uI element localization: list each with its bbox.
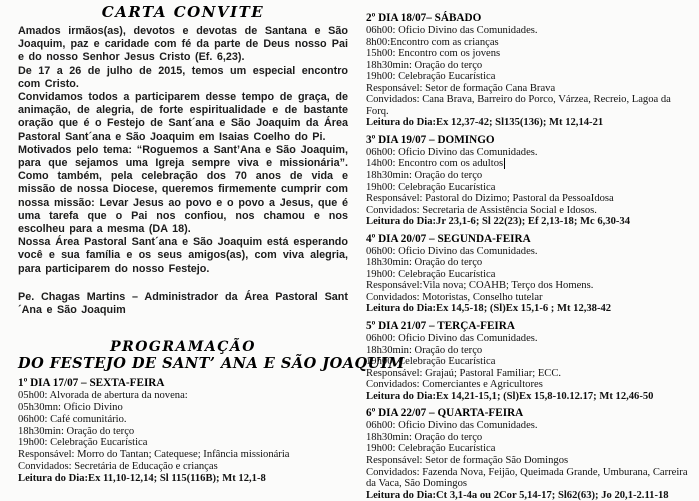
schedule-line-readings: Leitura do Dia:Ex 12,37-42; Sl135(136); Mt 12,14-21 — [366, 117, 604, 129]
signature-line: Pe. Chagas Martins – Administrador da Área Pastoral Sant´Ana e São Joaquim — [18, 290, 348, 317]
schedule-line: 06h00: Oficio Divino das Comunidades. — [366, 245, 538, 257]
schedule-line: 05h30mn: Oficio Divino — [18, 402, 123, 414]
letter-paragraph: Convidamos todos a participarem desse tempo de graça, de animação, de alegria, de forte espiritualidade e de bastante oração que é o Festejo de Sant´ana e São Joaquim da Área Pastoral Sant´ana e São Joaquim em Isaias Coelho do Pi. — [18, 91, 348, 143]
day-header: 3º DIA 19/07 – DOMINGO — [366, 133, 495, 146]
letter-paragraph: Amados irmãos(as), devotos e devotas de Santana e São Joaquim, paz e caridade com fé da parte de Deus nosso Pai e do nosso Senhor Jesus Cristo (Ef. 6,23). — [18, 25, 348, 64]
schedule-line: Responsável: Setor de formação São Domingos — [366, 454, 569, 466]
day-header: 5º DIA 21/07 – TERÇA-FEIRA — [366, 320, 515, 333]
day-block-1 — [18, 377, 348, 484]
day-header: 1º DIA 17/07 – SEXTA-FEIRA — [18, 377, 165, 390]
schedule-line: 18h30min: Oração do terço — [366, 257, 483, 269]
day-header: 6º DIA 22/07 – QUARTA-FEIRA — [366, 407, 524, 420]
day-block-5 — [366, 320, 693, 402]
schedule-line: 19h00: Celebração Eucarística — [366, 181, 496, 193]
schedule-line: Convidados: Motoristas, Conselho tutelar — [366, 291, 543, 303]
schedule-line-readings: Leitura do Dia:Ex 11,10-12,14; Sl 115(116B); Mt 12,1-8 — [18, 472, 266, 484]
schedule-line: 06h00: Oficio Divino das Comunidades. — [366, 420, 538, 432]
schedule-line: 14h00: Encontro com os adultos — [366, 158, 504, 170]
letter-body — [18, 25, 348, 317]
letter-paragraph: Nossa Área Pastoral Sant´ana e São Joaquim está esperando você e sua família e os seus amigos(as), com viva alegria, para participarem do nosso Festejo. — [18, 236, 348, 275]
schedule-line-readings: Leitura do Dia:Jr 23,1-6; Sl 22(23); Ef 2,13-18; Mc 6,30-34 — [366, 216, 631, 228]
schedule-line: 18h30min: Oração do terço — [366, 431, 483, 443]
letter-paragraph: Motivados pelo tema: “Roguemos a Sant’Ana e São Joaquim, para que sejamos uma Igreja sempre viva e missionária”. Como também, pela celebração dos 70 anos de vida e missão de nossa Diocese, queremos firmemente cumprir com nossa missão: Levar Jesus ao povo e o povo a Jesus, que é uma tarefa que o Pai nos confiou, nos chamou e nos escolheu para a mesma (DA 18). — [18, 143, 348, 236]
day-block-3 — [366, 134, 693, 228]
schedule-line: 19h00: Celebração Eucarística — [366, 71, 496, 83]
schedule-line: Responsável: Morro do Tantan; Catequese; Infância missionária — [18, 449, 290, 461]
schedule-line: Convidados: Comerciantes e Agricultores — [366, 379, 543, 391]
schedule-line: 18h30min: Oração do terço — [18, 425, 135, 437]
day-block-4 — [366, 233, 693, 315]
program-title-line1: PROGRAMAÇÃO — [110, 339, 256, 356]
schedule-line: Convidados: Fazenda Nova, Feijão, Queimada Grande, Umburana, Carreira da Vaca, São Domingos — [366, 466, 688, 490]
schedule-line: Convidados: Secretaria de Assistência Social e Idosos. — [366, 204, 597, 216]
schedule-line: Responsável: Grajaú; Pastoral Familiar; ECC. — [366, 367, 562, 379]
schedule-column — [352, 0, 699, 501]
schedule-line: 06h00: Café comunitário. — [18, 413, 127, 425]
letter-paragraph: De 17 a 26 de julho de 2015, temos um especial encontro com Cristo. — [18, 64, 348, 90]
schedule-line-readings: Leitura do Dia:Ex 14,21-15,1; (Sl)Ex 15,8-10.12.17; Mt 12,46-50 — [366, 390, 654, 402]
schedule-line: 18h30min: Oração do terço — [366, 170, 483, 182]
schedule-line: 06h00: Oficio Divino das Comunidades. — [366, 25, 538, 36]
schedule-line: 19h00: Celebração Eucarística — [366, 268, 496, 280]
schedule-line-readings: Leitura do Dia:Ct 3,1-4a ou 2Cor 5,14-17; Sl62(63); Jo 20,1-2.11-18 — [366, 489, 669, 501]
program-title-line2: DO FESTEJO DE SANT’ ANA E SÃO JOAQUIM — [18, 355, 405, 373]
schedule-line: 8h00:Encontro com as crianças — [366, 36, 499, 48]
day-header: 2º DIA 18/07– SÁBADO — [366, 12, 482, 24]
schedule-line: Convidados: Secretária de Educação e crianças — [18, 461, 218, 473]
day-block-2 — [366, 12, 693, 129]
text-cursor — [504, 158, 505, 169]
schedule-line-readings: Leitura do Dia:Ex 14,5-18; (Sl)Ex 15,1-6 ; Mt 12,38-42 — [366, 303, 612, 315]
schedule-line: 06h00: Oficio Divino das Comunidades. — [366, 333, 538, 345]
schedule-line: 19h00: Celebração Eucarística — [366, 443, 496, 455]
schedule-line: 05h00: Alvorada de abertura da novena: — [18, 390, 188, 402]
schedule-line: Responsável: Setor de formação Cana Brava — [366, 82, 556, 94]
schedule-line: 06h00: Oficio Divino das Comunidades. — [366, 146, 538, 158]
schedule-line: Convidados: Cana Brava, Barreiro do Porco, Várzea, Recreio, Lagoa da Forq. — [366, 94, 671, 117]
day-header: 4º DIA 20/07 – SEGUNDA-FEIRA — [366, 232, 531, 245]
schedule-line: 15h00: Encontro com os jovens — [366, 48, 501, 60]
schedule-line-with-cursor[interactable] — [366, 158, 693, 170]
schedule-line: 19h00: Celebração Eucarística — [18, 437, 148, 449]
schedule-line: 18h30min: Oração do terço — [366, 59, 483, 71]
day-block-6 — [366, 407, 693, 501]
schedule-line: 18h30min: Oração do terço — [366, 344, 483, 356]
letter-title: CARTA CONVITE — [101, 3, 265, 21]
schedule-line: 19h00: Celebração Eucarística — [366, 356, 496, 368]
schedule-line: Responsável: Pastoral do Dizimo; Pastoral da PessoaIdosa — [366, 193, 614, 205]
program-title — [18, 339, 405, 373]
schedule-line: Responsável:Vila nova; COAHB; Terço dos Homens. — [366, 280, 594, 292]
